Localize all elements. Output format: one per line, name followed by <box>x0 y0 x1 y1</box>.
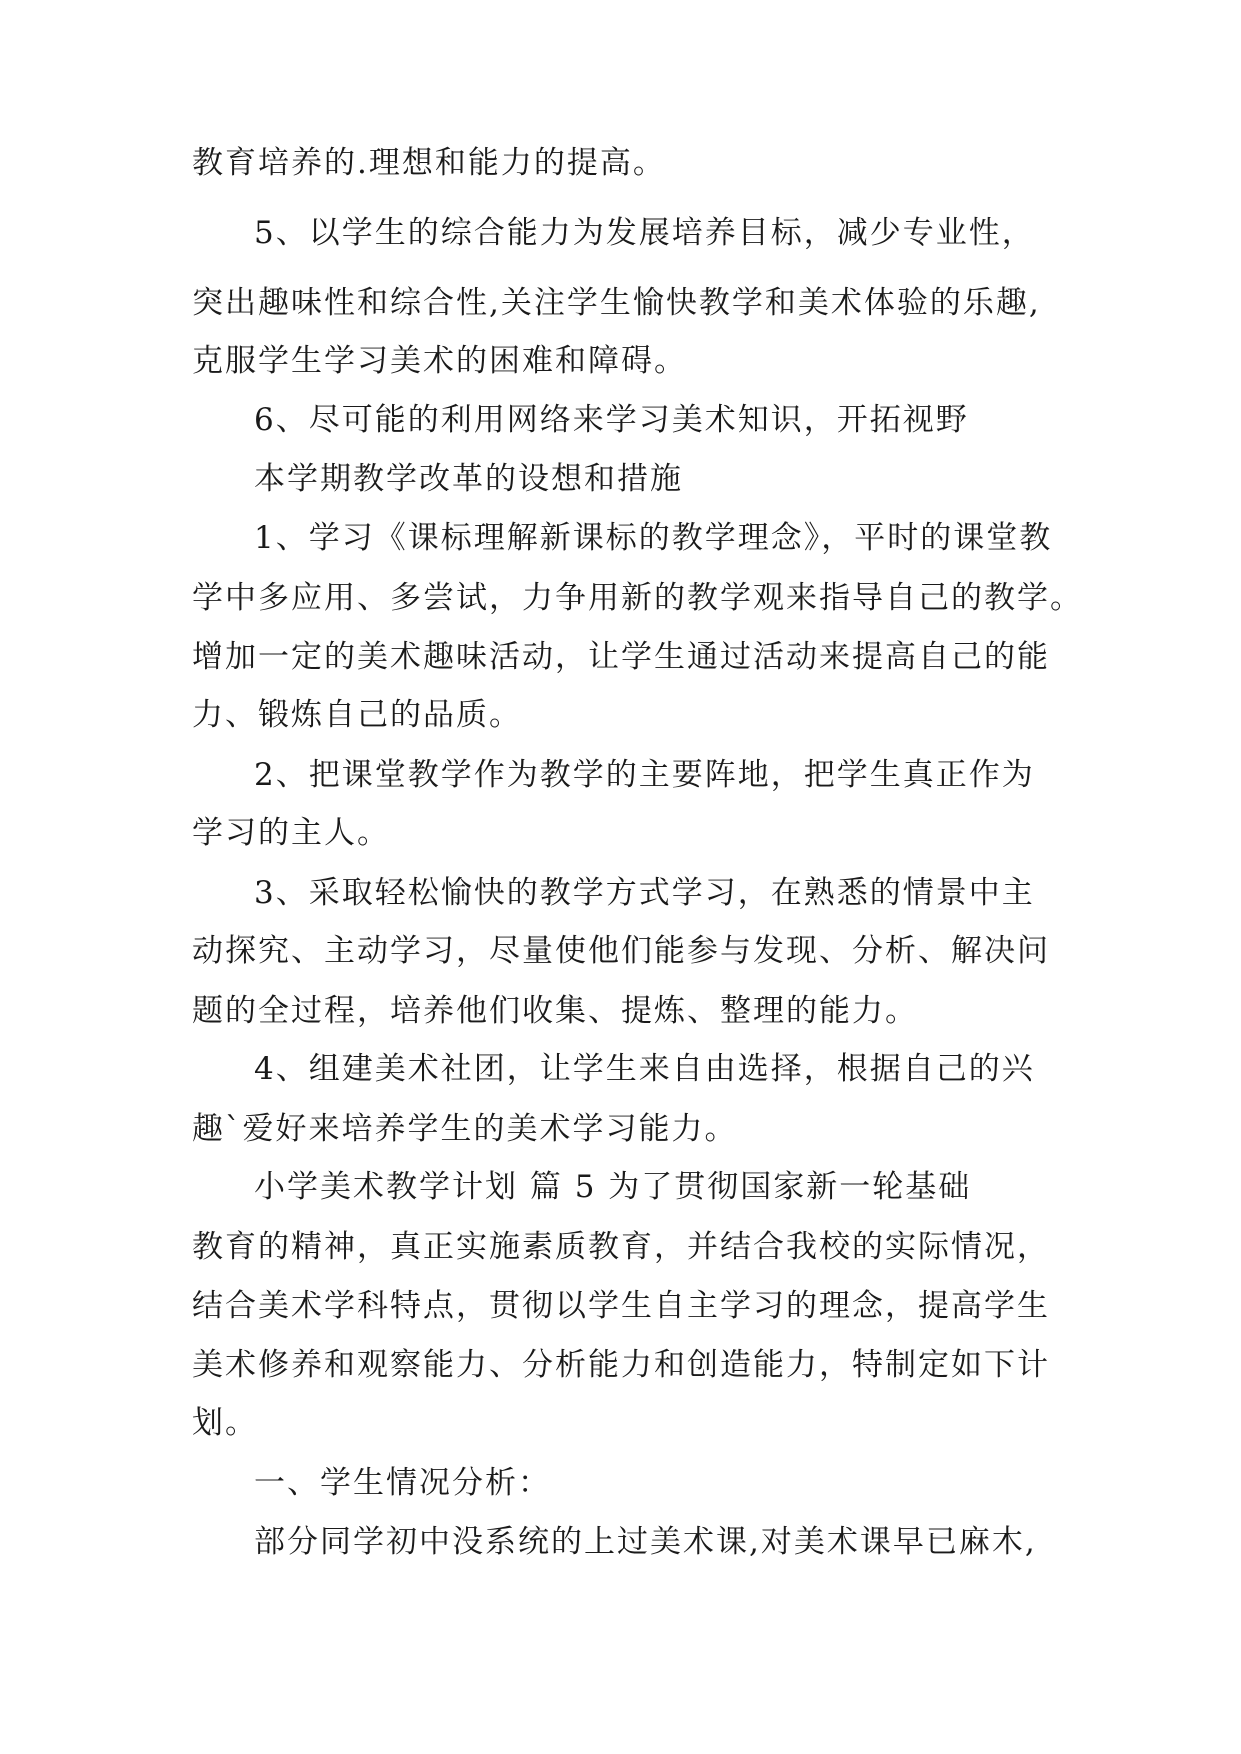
text-line: 趣`爱好来培养学生的美术学习能力。 <box>192 1111 738 1147</box>
text-line: 2、把课堂教学作为教学的主要阵地，把学生真正作为 <box>254 757 1035 793</box>
text-line: 动探究、主动学习，尽量使他们能参与发现、分析、解决问 <box>192 933 1050 969</box>
text-line: 结合美术学科特点，贯彻以学生自主学习的理念，提高学生 <box>192 1288 1050 1324</box>
text-line: 突出趣味性和综合性,关注学生愉快教学和美术体验的乐趣, <box>192 285 1041 321</box>
text-line: 教育培养的.理想和能力的提高。 <box>192 145 666 181</box>
text-line: 划。 <box>192 1405 258 1441</box>
text-line: 克服学生学习美术的困难和障碍。 <box>192 343 687 379</box>
text-line: 学中多应用、多尝试，力争用新的教学观来指导自己的教学。 <box>192 580 1083 616</box>
text-line: 4、组建美术社团，让学生来自由选择，根据自己的兴 <box>254 1051 1035 1087</box>
text-line: 小学美术教学计划 篇 5 为了贯彻国家新一轮基础 <box>254 1169 972 1205</box>
text-line: 力、锻炼自己的品质。 <box>192 697 522 733</box>
text-line: 5、以学生的综合能力为发展培养目标，减少专业性， <box>254 215 1035 251</box>
text-line: 3、采取轻松愉快的教学方式学习，在熟悉的情景中主 <box>254 875 1035 911</box>
section-heading: 一、学生情况分析： <box>254 1465 551 1501</box>
text-line: 1、学习《课标理解新课标的教学理念》，平时的课堂教 <box>254 520 1053 556</box>
text-line: 学习的主人。 <box>192 815 390 851</box>
text-line: 部分同学初中没系统的上过美术课,对美术课早已麻木, <box>254 1524 1037 1560</box>
text-line: 美术修养和观察能力、分析能力和创造能力，特制定如下计 <box>192 1347 1050 1383</box>
text-line: 增加一定的美术趣味活动，让学生通过活动来提高自己的能 <box>192 639 1050 675</box>
text-line: 教育的精神，真正实施素质教育，并结合我校的实际情况， <box>192 1229 1050 1265</box>
text-line: 6、尽可能的利用网络来学习美术知识，开拓视野 <box>254 402 969 438</box>
section-heading: 本学期教学改革的设想和措施 <box>254 461 683 497</box>
text-line: 题的全过程，培养他们收集、提炼、整理的能力。 <box>192 993 918 1029</box>
